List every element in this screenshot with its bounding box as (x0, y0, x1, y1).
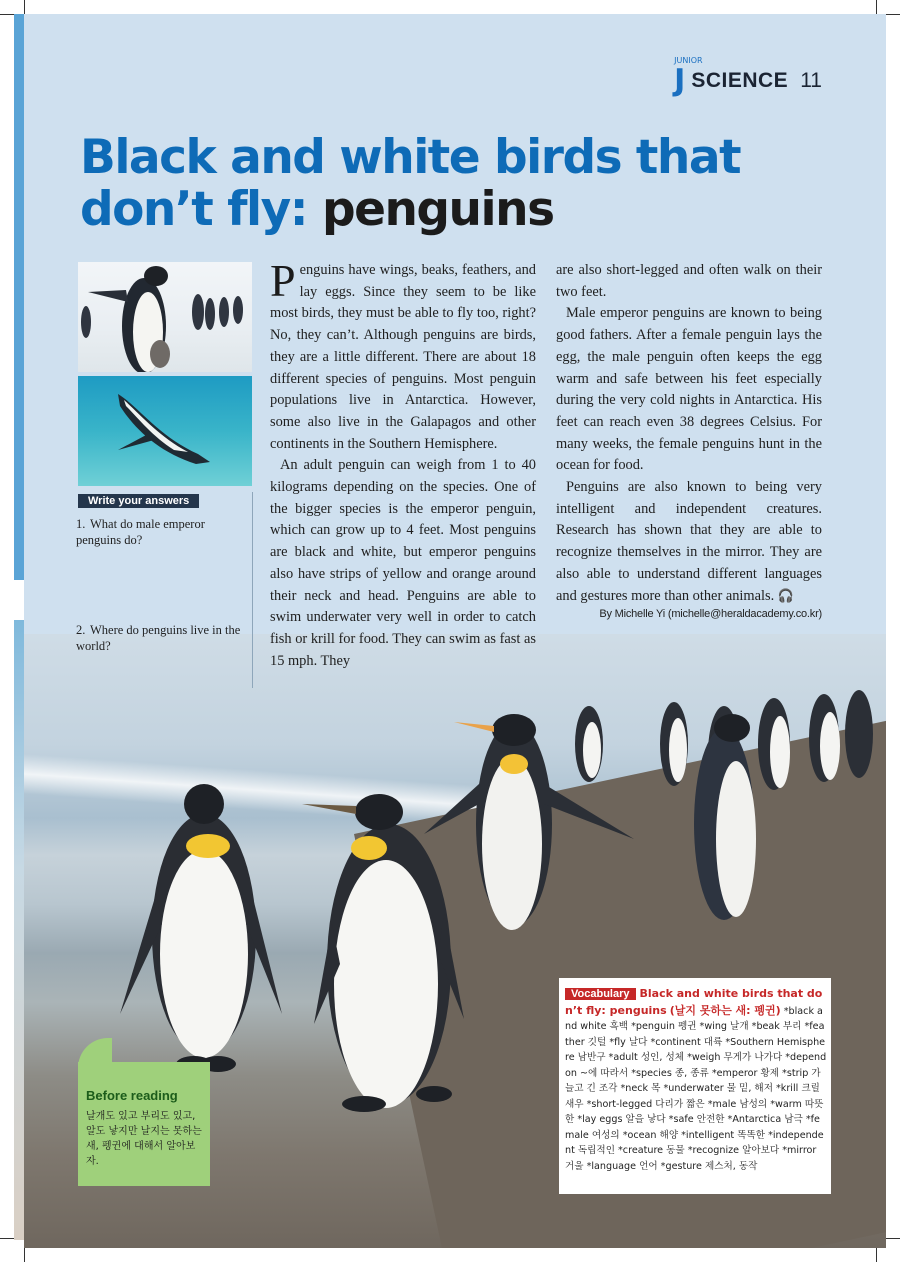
question-text: Where do penguins live in the world? (76, 623, 241, 653)
crop-mark (886, 1238, 900, 1239)
crop-mark (876, 1248, 877, 1262)
paragraph-3: Male emperor penguins are known to being good fathers. After a female penguin lays the egg, the male penguin often keeps the egg warm and safe between his feet especially during the very cold nights in Antarctica. His feet can reach even 38 degrees Celsius. For many weeks, the female penguins hunt in the ocean for food. (556, 305, 822, 474)
article-title (80, 132, 740, 236)
crop-mark (876, 0, 877, 14)
vocabulary-title: Black and white birds that don’t fly: penguins (565, 987, 823, 1017)
paragraph-2: An adult penguin can weigh from 1 to 40 kilograms depending on the species. One of the bigger species is the emperor penguin, which can grow up to 4 feet. Most penguins are black and white, but emperor penguins also have strips of yellow and orange around their neck and head. Penguins are able to swim underwater very well in order to catch fish or krill for food. They can swim as fast as 15 mph. They (270, 457, 536, 669)
bleed-strip (14, 14, 24, 580)
before-reading-box (78, 1062, 210, 1186)
swimming-penguin-photo (78, 376, 252, 486)
question-number: 1. (76, 517, 86, 531)
emperor-penguin-photo (78, 262, 252, 372)
section-name: SCIENCE (691, 69, 789, 92)
section-header (674, 56, 822, 98)
question-2 (76, 622, 246, 654)
question-number: 2. (76, 623, 86, 637)
title-line-1: Black and white birds that (80, 130, 741, 185)
before-reading-title: Before reading (86, 1088, 178, 1103)
column-rule (252, 492, 253, 688)
paragraph-1-text: enguins have wings, beaks, feathers, and lay eggs. Since they seem to be like most birds, they must be able to fly too, right? No, they can’t. Although penguins are birds, they are a little different. There are about 18 different species of penguins. Most penguin populations live in Antarctica. However, some also live in the Galapagos and other continents in the Southern Hemisphere. (270, 262, 536, 452)
crop-mark (0, 1238, 14, 1239)
magazine-page (24, 14, 886, 1248)
crop-mark (0, 14, 14, 15)
emperor-penguin-illustration (78, 262, 252, 372)
crop-mark (24, 1248, 25, 1262)
junior-logo (674, 56, 703, 98)
swimming-penguin-illustration (78, 376, 252, 486)
paragraph-1 (270, 255, 536, 455)
title-line-2-dark: penguins (321, 182, 554, 237)
paragraph-4-text: Penguins are also known to being very intelligent and independent creatures. Research has shown that they are able to recognize themselves in the mirror. They are also able to understand different languages and gestures more than other animals. (556, 479, 822, 604)
question-1 (76, 516, 246, 548)
paragraph-4 (556, 477, 822, 607)
title-line-2-blue: don’t fly: (80, 182, 322, 237)
paragraph-2-continued: are also short-legged and often walk on their two feet. (556, 262, 822, 300)
question-text: What do male emperor penguins do? (76, 517, 205, 547)
article-column-1 (270, 255, 536, 672)
vocabulary-title-korean: (날지 못하는 새: 펭귄) (669, 1003, 781, 1017)
crop-mark (886, 14, 900, 15)
crop-mark (24, 0, 25, 14)
answers-label: Write your answers (78, 494, 199, 508)
vocabulary-tag: Vocabulary (565, 988, 636, 1000)
page-number: 11 (800, 69, 822, 92)
bleed-strip (14, 620, 24, 1240)
vocabulary-box (559, 978, 831, 1194)
drop-cap: P (270, 255, 296, 306)
junior-logo-tag: JUNIOR (674, 56, 703, 65)
byline: By Michelle Yi (michelle@heraldacademy.co.kr) (599, 608, 822, 620)
junior-logo-letter: J (674, 63, 686, 98)
article-column-2 (556, 260, 822, 607)
headphone-icon: 🎧 (777, 588, 794, 604)
vocabulary-entries: *black and white 흑백 *penguin 펭귄 *wing 날개 *beak 부리 *feather 깃털 *fly 날다 *continent 대륙 *Southern Hemisphere 남반구 *adult 성인, 성체 *weigh 무게가 나가다 *depend on ~에 따라서 *species 종, 종류 *emperor 황제 *strip 가늘고 긴 조각 *neck 목 *underwater 물 밑, 해저 *krill 크릴 새우 *short-legged 다리가 짧은 *male 남성의 *warm 따뜻한 *lay eggs 알을 낳다 *safe 안전한 *Antarctica 남극 *female 여성의 *ocean 해양 *intelligent 똑똑한 *independent 독립적인 *creature 동물 *recognize 알아보다 *mirror 거울 *language 언어 *gesture 제스처, 동작 (565, 1005, 827, 1172)
before-reading-text: 날개도 있고 부리도 있고, 알도 낳지만 날지는 못하는 새, 펭귄에 대해서 알아보자. (86, 1111, 202, 1167)
